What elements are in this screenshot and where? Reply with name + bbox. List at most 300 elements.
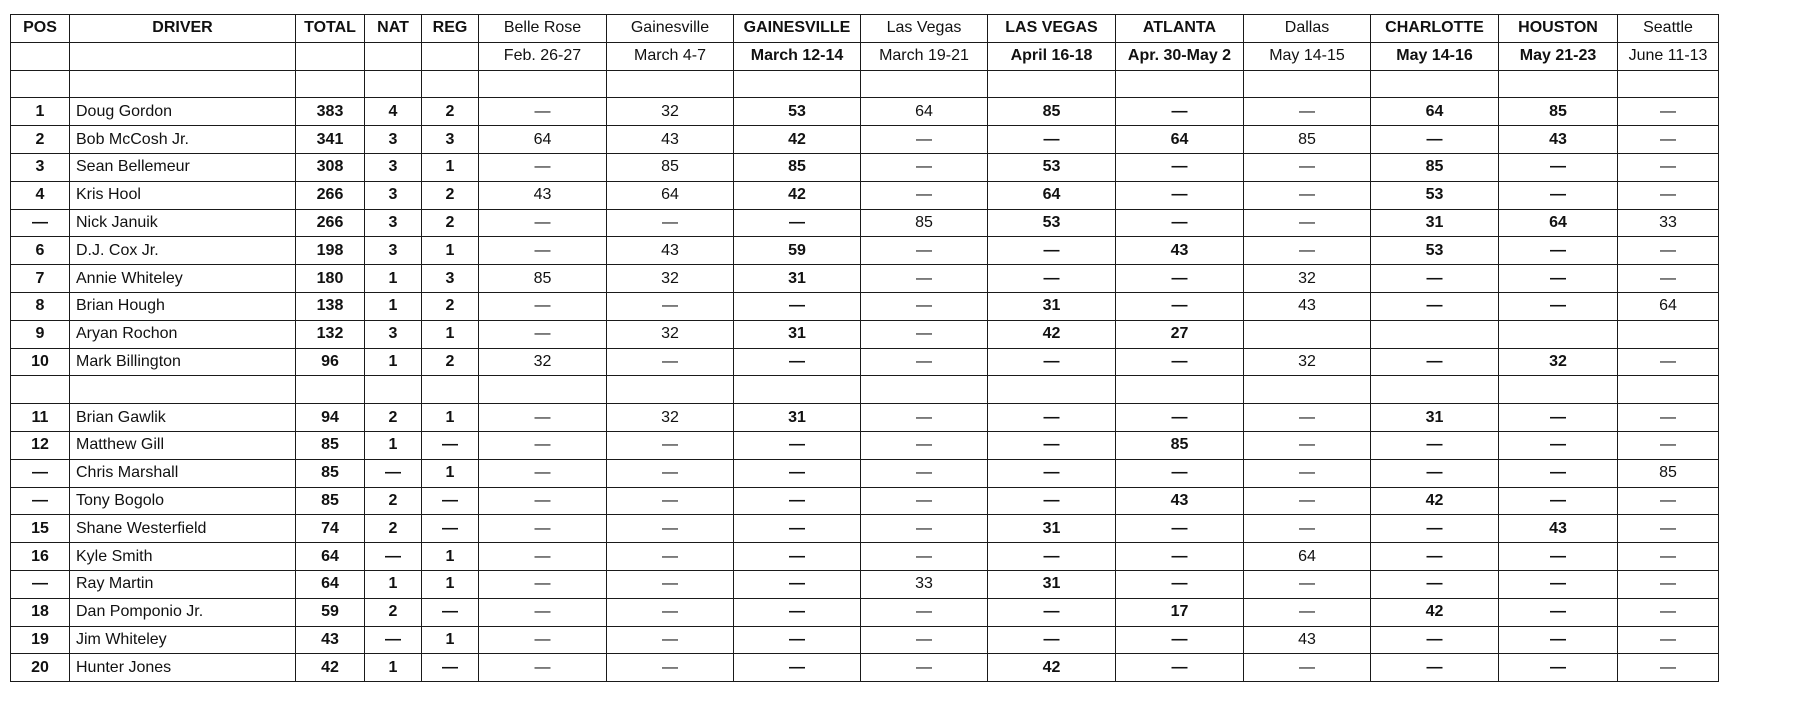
score-cell: —: [1499, 181, 1618, 209]
score-cell: —: [1499, 654, 1618, 682]
table-row: [11, 654, 1719, 682]
score-cell: —: [1618, 348, 1719, 376]
score-cell: —: [861, 459, 988, 487]
score-cell: —: [1116, 543, 1244, 571]
table-row: [11, 543, 1719, 571]
score-cell: —: [861, 237, 988, 265]
driver-cell: Kyle Smith: [70, 543, 296, 571]
total-cell: 180: [296, 265, 365, 293]
score-cell: 53: [734, 98, 861, 126]
reg-cell: —: [422, 598, 479, 626]
score-cell: —: [1371, 126, 1499, 154]
pos-cell: 8: [11, 292, 70, 320]
score-cell: 43: [1116, 237, 1244, 265]
col-header-event: GAINESVILLE: [734, 15, 861, 43]
score-cell: —: [479, 320, 607, 348]
score-cell: 85: [479, 265, 607, 293]
score-cell: —: [1371, 543, 1499, 571]
total-cell: 42: [296, 654, 365, 682]
score-cell: —: [1371, 654, 1499, 682]
score-cell: —: [1499, 598, 1618, 626]
reg-cell: 1: [422, 320, 479, 348]
reg-cell: 1: [422, 626, 479, 654]
score-cell: —: [1244, 98, 1371, 126]
score-cell: —: [607, 348, 734, 376]
score-cell: 32: [607, 98, 734, 126]
score-cell: 32: [607, 404, 734, 432]
total-cell: 85: [296, 431, 365, 459]
reg-cell: —: [422, 487, 479, 515]
total-cell: 341: [296, 126, 365, 154]
score-cell: 64: [1371, 98, 1499, 126]
score-cell: —: [1371, 431, 1499, 459]
reg-cell: 2: [422, 292, 479, 320]
table-row: [11, 598, 1719, 626]
score-cell: —: [734, 654, 861, 682]
score-cell: 85: [1116, 431, 1244, 459]
nat-cell: 3: [365, 181, 422, 209]
col-header-driver: DRIVER: [70, 15, 296, 43]
score-cell: —: [1499, 570, 1618, 598]
score-cell: 85: [988, 98, 1116, 126]
total-cell: 266: [296, 181, 365, 209]
reg-cell: 1: [422, 237, 479, 265]
driver-cell: Sean Bellemeur: [70, 153, 296, 181]
event-dates: March 19-21: [861, 42, 988, 70]
score-cell: —: [1116, 654, 1244, 682]
col-header-event: HOUSTON: [1499, 15, 1618, 43]
score-cell: —: [479, 543, 607, 571]
nat-cell: 2: [365, 598, 422, 626]
score-cell: —: [1244, 459, 1371, 487]
nat-cell: 3: [365, 320, 422, 348]
nat-cell: 1: [365, 654, 422, 682]
score-cell: —: [861, 515, 988, 543]
score-cell: 43: [1116, 487, 1244, 515]
table-row: [11, 265, 1719, 293]
table-row: [11, 404, 1719, 432]
col-header-event: Gainesville: [607, 15, 734, 43]
score-cell: 31: [1371, 404, 1499, 432]
score-cell: —: [1116, 626, 1244, 654]
nat-cell: 1: [365, 570, 422, 598]
score-cell: —: [1116, 153, 1244, 181]
score-cell: —: [988, 431, 1116, 459]
score-cell: —: [861, 404, 988, 432]
score-cell: 42: [988, 320, 1116, 348]
score-cell: 31: [988, 515, 1116, 543]
col-header-event: Dallas: [1244, 15, 1371, 43]
score-cell: 43: [1244, 292, 1371, 320]
total-cell: 266: [296, 209, 365, 237]
score-cell: —: [479, 431, 607, 459]
score-cell: —: [479, 570, 607, 598]
nat-cell: 1: [365, 348, 422, 376]
score-cell: —: [1618, 626, 1719, 654]
score-cell: —: [1499, 543, 1618, 571]
score-cell: —: [1618, 265, 1719, 293]
score-cell: [1371, 320, 1499, 348]
score-cell: —: [479, 237, 607, 265]
table-row: [11, 153, 1719, 181]
score-cell: —: [1116, 98, 1244, 126]
score-cell: 85: [1371, 153, 1499, 181]
score-cell: —: [1618, 126, 1719, 154]
score-cell: —: [988, 237, 1116, 265]
spacer-row: [11, 70, 1719, 98]
score-cell: —: [1618, 598, 1719, 626]
score-cell: —: [734, 431, 861, 459]
driver-cell: Bob McCosh Jr.: [70, 126, 296, 154]
standings-sheet: [10, 14, 1719, 682]
score-cell: 85: [607, 153, 734, 181]
nat-cell: 2: [365, 404, 422, 432]
standings-table: [10, 14, 1719, 682]
score-cell: —: [607, 543, 734, 571]
pos-cell: —: [11, 209, 70, 237]
score-cell: —: [861, 626, 988, 654]
pos-cell: 11: [11, 404, 70, 432]
score-cell: —: [734, 348, 861, 376]
score-cell: 64: [988, 181, 1116, 209]
score-cell: —: [1618, 654, 1719, 682]
total-cell: 43: [296, 626, 365, 654]
reg-cell: 2: [422, 348, 479, 376]
score-cell: —: [1116, 515, 1244, 543]
pos-cell: —: [11, 459, 70, 487]
score-cell: —: [734, 459, 861, 487]
nat-cell: 3: [365, 126, 422, 154]
event-dates: Apr. 30-May 2: [1116, 42, 1244, 70]
score-cell: —: [1244, 237, 1371, 265]
pos-cell: 10: [11, 348, 70, 376]
score-cell: —: [734, 209, 861, 237]
score-cell: —: [1371, 459, 1499, 487]
total-cell: 64: [296, 543, 365, 571]
score-cell: —: [479, 404, 607, 432]
score-cell: —: [988, 265, 1116, 293]
score-cell: 32: [1244, 348, 1371, 376]
nat-cell: —: [365, 626, 422, 654]
score-cell: —: [734, 292, 861, 320]
event-dates: March 4-7: [607, 42, 734, 70]
col-header-pos: POS: [11, 15, 70, 43]
score-cell: —: [1371, 626, 1499, 654]
pos-cell: —: [11, 570, 70, 598]
col-header-event: CHARLOTTE: [1371, 15, 1499, 43]
pos-cell: 4: [11, 181, 70, 209]
reg-cell: —: [422, 515, 479, 543]
score-cell: 64: [607, 181, 734, 209]
score-cell: —: [1116, 292, 1244, 320]
score-cell: —: [1618, 543, 1719, 571]
score-cell: —: [861, 487, 988, 515]
score-cell: 31: [734, 265, 861, 293]
score-cell: 53: [988, 209, 1116, 237]
score-cell: —: [1116, 181, 1244, 209]
col-header-event: Seattle: [1618, 15, 1719, 43]
score-cell: —: [1499, 237, 1618, 265]
driver-cell: Chris Marshall: [70, 459, 296, 487]
table-row: [11, 98, 1719, 126]
score-cell: —: [1499, 487, 1618, 515]
score-cell: 59: [734, 237, 861, 265]
total-cell: 308: [296, 153, 365, 181]
score-cell: —: [1618, 570, 1719, 598]
score-cell: 64: [1618, 292, 1719, 320]
total-cell: 85: [296, 459, 365, 487]
driver-cell: Aryan Rochon: [70, 320, 296, 348]
score-cell: 64: [479, 126, 607, 154]
score-cell: 53: [1371, 237, 1499, 265]
pos-cell: 15: [11, 515, 70, 543]
score-cell: 27: [1116, 320, 1244, 348]
score-cell: 31: [734, 320, 861, 348]
reg-cell: 3: [422, 126, 479, 154]
nat-cell: 3: [365, 209, 422, 237]
total-cell: 59: [296, 598, 365, 626]
score-cell: —: [988, 626, 1116, 654]
reg-cell: 1: [422, 404, 479, 432]
total-cell: 74: [296, 515, 365, 543]
col-header-event: Las Vegas: [861, 15, 988, 43]
pos-cell: 9: [11, 320, 70, 348]
score-cell: —: [1499, 265, 1618, 293]
spacer-row: [11, 376, 1719, 404]
pos-cell: 6: [11, 237, 70, 265]
score-cell: —: [1371, 265, 1499, 293]
score-cell: 42: [1371, 598, 1499, 626]
score-cell: 85: [1499, 98, 1618, 126]
table-row: [11, 431, 1719, 459]
total-cell: 138: [296, 292, 365, 320]
nat-cell: —: [365, 543, 422, 571]
header-row-names: [11, 15, 1719, 43]
reg-cell: 2: [422, 181, 479, 209]
score-cell: 31: [988, 292, 1116, 320]
driver-cell: Annie Whiteley: [70, 265, 296, 293]
score-cell: —: [1618, 153, 1719, 181]
pos-cell: 18: [11, 598, 70, 626]
score-cell: 42: [734, 181, 861, 209]
score-cell: —: [1244, 431, 1371, 459]
driver-cell: Brian Hough: [70, 292, 296, 320]
score-cell: [1499, 320, 1618, 348]
nat-cell: —: [365, 459, 422, 487]
score-cell: —: [988, 404, 1116, 432]
event-dates: June 11-13: [1618, 42, 1719, 70]
score-cell: —: [1618, 237, 1719, 265]
score-cell: —: [861, 654, 988, 682]
table-row: [11, 126, 1719, 154]
pos-cell: 2: [11, 126, 70, 154]
total-cell: 64: [296, 570, 365, 598]
score-cell: 42: [734, 126, 861, 154]
reg-cell: 2: [422, 98, 479, 126]
total-cell: 85: [296, 487, 365, 515]
total-cell: 132: [296, 320, 365, 348]
score-cell: —: [1116, 265, 1244, 293]
nat-cell: 1: [365, 265, 422, 293]
score-cell: 32: [607, 265, 734, 293]
table-row: [11, 292, 1719, 320]
event-dates: May 14-16: [1371, 42, 1499, 70]
table-row: [11, 181, 1719, 209]
score-cell: 64: [1499, 209, 1618, 237]
driver-cell: Shane Westerfield: [70, 515, 296, 543]
score-cell: —: [1244, 209, 1371, 237]
score-cell: —: [479, 487, 607, 515]
score-cell: —: [1116, 209, 1244, 237]
event-dates: Feb. 26-27: [479, 42, 607, 70]
score-cell: —: [607, 598, 734, 626]
score-cell: —: [861, 598, 988, 626]
col-header-event: Belle Rose: [479, 15, 607, 43]
score-cell: —: [1618, 515, 1719, 543]
score-cell: 31: [1371, 209, 1499, 237]
score-cell: —: [734, 570, 861, 598]
score-cell: —: [861, 348, 988, 376]
pos-cell: 1: [11, 98, 70, 126]
score-cell: —: [607, 292, 734, 320]
score-cell: —: [1499, 153, 1618, 181]
score-cell: 31: [988, 570, 1116, 598]
table-row: [11, 570, 1719, 598]
score-cell: 85: [1244, 126, 1371, 154]
driver-cell: Brian Gawlik: [70, 404, 296, 432]
reg-cell: 1: [422, 153, 479, 181]
score-cell: —: [1618, 431, 1719, 459]
score-cell: —: [1499, 626, 1618, 654]
score-cell: —: [1116, 348, 1244, 376]
nat-cell: 1: [365, 431, 422, 459]
score-cell: 53: [988, 153, 1116, 181]
col-header-reg: REG: [422, 15, 479, 43]
driver-cell: D.J. Cox Jr.: [70, 237, 296, 265]
score-cell: —: [607, 459, 734, 487]
score-cell: —: [1244, 515, 1371, 543]
table-row: [11, 459, 1719, 487]
col-header-event: ATLANTA: [1116, 15, 1244, 43]
score-cell: 43: [479, 181, 607, 209]
score-cell: —: [861, 292, 988, 320]
table-row: [11, 626, 1719, 654]
score-cell: —: [861, 320, 988, 348]
score-cell: [1244, 320, 1371, 348]
reg-cell: —: [422, 654, 479, 682]
reg-cell: 1: [422, 543, 479, 571]
score-cell: —: [1244, 487, 1371, 515]
score-cell: —: [861, 181, 988, 209]
score-cell: 85: [861, 209, 988, 237]
score-cell: —: [734, 487, 861, 515]
score-cell: —: [1371, 570, 1499, 598]
table-row: [11, 348, 1719, 376]
header-row-dates: [11, 42, 1719, 70]
score-cell: —: [1499, 292, 1618, 320]
reg-cell: 2: [422, 209, 479, 237]
nat-cell: 3: [365, 237, 422, 265]
col-header-event: LAS VEGAS: [988, 15, 1116, 43]
score-cell: —: [1499, 404, 1618, 432]
driver-cell: Hunter Jones: [70, 654, 296, 682]
score-cell: —: [988, 598, 1116, 626]
score-cell: —: [1244, 404, 1371, 432]
total-cell: 383: [296, 98, 365, 126]
total-cell: 96: [296, 348, 365, 376]
score-cell: —: [607, 515, 734, 543]
nat-cell: 2: [365, 515, 422, 543]
driver-cell: Dan Pomponio Jr.: [70, 598, 296, 626]
score-cell: —: [479, 209, 607, 237]
score-cell: —: [1244, 598, 1371, 626]
score-cell: —: [479, 626, 607, 654]
score-cell: 32: [1499, 348, 1618, 376]
score-cell: 64: [1116, 126, 1244, 154]
pos-cell: 19: [11, 626, 70, 654]
score-cell: 53: [1371, 181, 1499, 209]
score-cell: —: [1618, 404, 1719, 432]
score-cell: —: [988, 487, 1116, 515]
driver-cell: Kris Hool: [70, 181, 296, 209]
driver-cell: Matthew Gill: [70, 431, 296, 459]
score-cell: 32: [479, 348, 607, 376]
score-cell: —: [1244, 570, 1371, 598]
score-cell: —: [479, 98, 607, 126]
score-cell: —: [607, 626, 734, 654]
score-cell: —: [479, 515, 607, 543]
score-cell: —: [1371, 348, 1499, 376]
pos-cell: 20: [11, 654, 70, 682]
nat-cell: 4: [365, 98, 422, 126]
reg-cell: 3: [422, 265, 479, 293]
pos-cell: 16: [11, 543, 70, 571]
score-cell: —: [1116, 570, 1244, 598]
table-row: [11, 487, 1719, 515]
driver-cell: Jim Whiteley: [70, 626, 296, 654]
score-cell: —: [607, 431, 734, 459]
event-dates: May 14-15: [1244, 42, 1371, 70]
score-cell: —: [1499, 431, 1618, 459]
score-cell: —: [1244, 153, 1371, 181]
score-cell: 43: [607, 237, 734, 265]
score-cell: —: [988, 459, 1116, 487]
score-cell: 32: [1244, 265, 1371, 293]
score-cell: —: [988, 126, 1116, 154]
score-cell: —: [734, 543, 861, 571]
table-row: [11, 515, 1719, 543]
score-cell: —: [607, 209, 734, 237]
score-cell: 85: [734, 153, 861, 181]
nat-cell: 3: [365, 153, 422, 181]
total-cell: 94: [296, 404, 365, 432]
score-cell: —: [479, 598, 607, 626]
pos-cell: 3: [11, 153, 70, 181]
score-cell: —: [1499, 459, 1618, 487]
driver-cell: Mark Billington: [70, 348, 296, 376]
score-cell: —: [479, 292, 607, 320]
score-cell: 31: [734, 404, 861, 432]
score-cell: 42: [988, 654, 1116, 682]
score-cell: —: [988, 543, 1116, 571]
reg-cell: 1: [422, 570, 479, 598]
score-cell: —: [1244, 181, 1371, 209]
driver-cell: Ray Martin: [70, 570, 296, 598]
score-cell: —: [1371, 515, 1499, 543]
pos-cell: —: [11, 487, 70, 515]
score-cell: 43: [1499, 126, 1618, 154]
score-cell: —: [607, 487, 734, 515]
